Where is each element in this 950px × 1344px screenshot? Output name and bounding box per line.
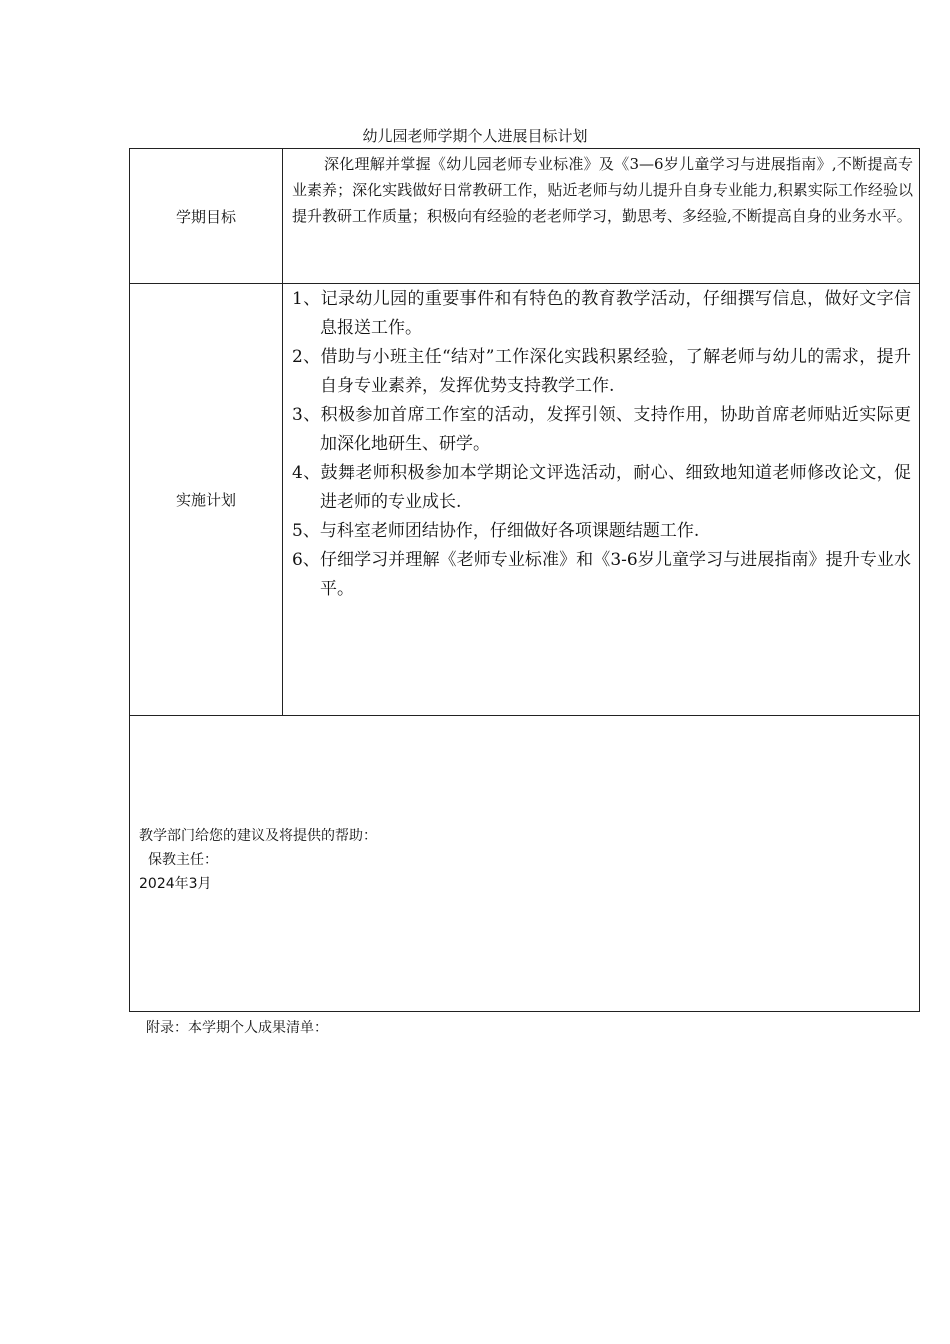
- plan-label: 实施计划: [130, 284, 283, 716]
- advice-date: 2024年3月: [139, 876, 212, 892]
- advice-row: [130, 716, 920, 1012]
- director-signature-label: 保教主任：: [148, 852, 218, 868]
- advice-cell: [130, 716, 920, 1012]
- plan-item: 3、积极参加首席工作室的活动，发挥引领、支持作用，协助首席老师贴近实际更加深化地研生、研学。: [292, 405, 911, 454]
- plan-item: 6、仔细学习并理解《老师专业标准》和《3-6岁儿童学习与进展指南》提升专业水平。: [292, 550, 911, 599]
- plan-content-cell: [283, 284, 920, 716]
- plan-item: 1、记录幼儿园的重要事件和有特色的教育教学活动，仔细撰写信息，做好文字信息报送工作。: [292, 289, 911, 338]
- plan-item: 4、鼓舞老师积极参加本学期论文评选活动，耐心、细致地知道老师修改论文，促进老师的专业成长.: [292, 463, 911, 512]
- advice-block: [130, 716, 919, 896]
- advice-heading: 教学部门给您的建议及将提供的帮助：: [139, 828, 377, 844]
- plan-row: [130, 284, 920, 716]
- plan-list: [283, 284, 919, 604]
- goal-row: [130, 149, 920, 284]
- appendix-label: 附录：本学期个人成果清单：: [146, 1020, 328, 1036]
- goal-text: 深化理解并掌握《幼儿园老师专业标准》及《3—6岁儿童学习与进展指南》,不断提高专业素养；深化实践做好日常教研工作，贴近老师与幼儿提升自身专业能力,积累实际工作经验以提升教研工作质量；积极向有经验的老老师学习，勤思考、多经验,不断提高自身的业务水平。: [292, 155, 913, 225]
- goal-label: 学期目标: [130, 149, 283, 284]
- plan-item: 2、借助与小班主任“结对”工作深化实践积累经验，了解老师与幼儿的需求，提升自身专业素养，发挥优势支持教学工作.: [292, 347, 911, 396]
- plan-table: [129, 148, 920, 1012]
- goal-content-cell: [283, 149, 920, 284]
- plan-item: 5、与科室老师团结协作，仔细做好各项课题结题工作.: [292, 521, 700, 541]
- document-title: 幼儿园老师学期个人进展目标计划: [362, 127, 588, 145]
